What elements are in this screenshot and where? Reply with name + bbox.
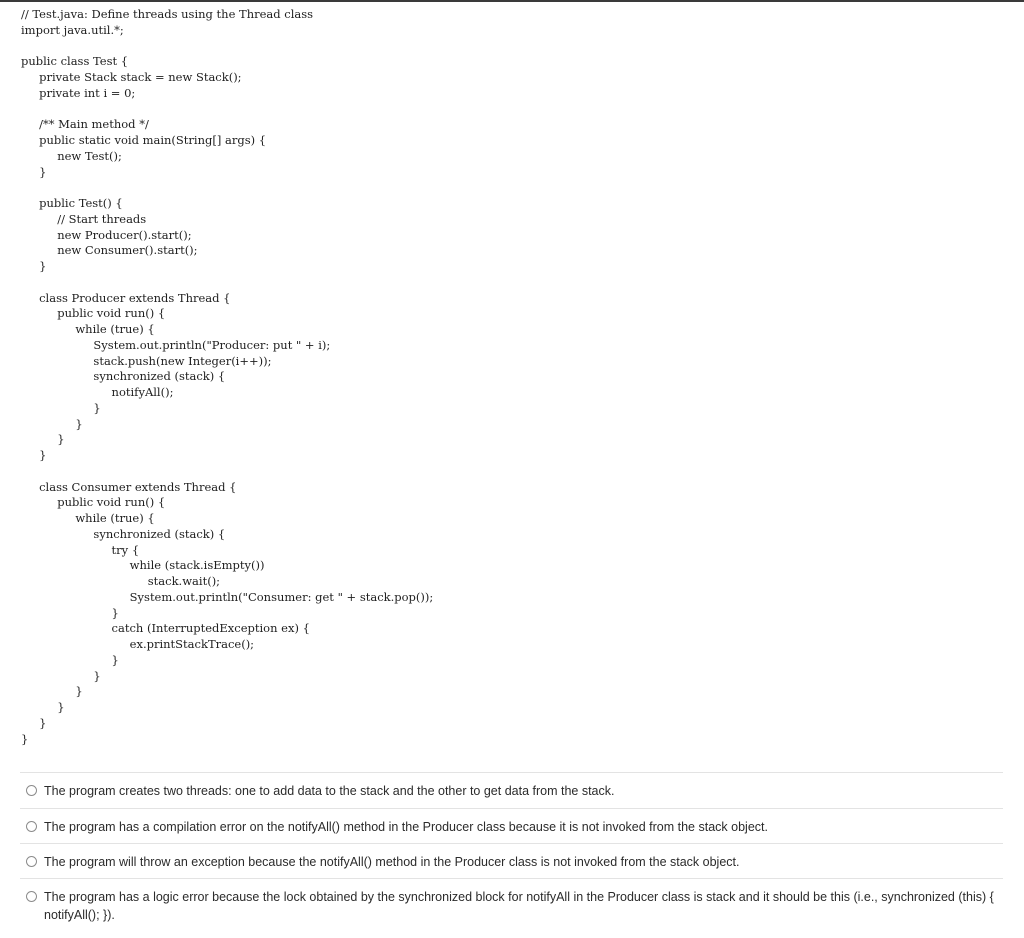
- code-line: class Producer extends Thread {: [31, 290, 231, 305]
- code-line: // Test.java: Define threads using the Thread class: [21, 7, 314, 21]
- code-line: public void run() {: [42, 306, 166, 321]
- code-line: new Producer().start();: [42, 227, 192, 242]
- code-line: class Consumer extends Thread {: [31, 479, 237, 494]
- code-line: }: [21, 731, 29, 746]
- code-line: }: [75, 652, 119, 667]
- code-line: // Start threads: [42, 211, 147, 226]
- code-line: }: [64, 400, 101, 415]
- code-line: ex.printStackTrace();: [85, 637, 255, 651]
- answer-option-4[interactable]: [20, 878, 1003, 933]
- option-label: The program creates two threads: one to add data to the stack and the other to get data from the stack.: [44, 784, 615, 798]
- answer-options: [20, 772, 1003, 933]
- radio-button[interactable]: [26, 891, 37, 902]
- code-line: try {: [75, 542, 140, 557]
- code-line: System.out.println("Producer: put " + i);: [64, 337, 331, 352]
- code-line: }: [42, 700, 65, 714]
- option-label: The program has a logic error because the lock obtained by the synchronized block for notifyAll in the Producer class is stack and it should be this (i.e., synchronized (this) { notifyAll(); }).: [44, 890, 994, 922]
- code-line: System.out.println("Consumer: get " + stack.pop());: [85, 589, 434, 604]
- code-line: while (stack.isEmpty()): [85, 558, 265, 573]
- code-line: import java.util.*;: [21, 22, 124, 37]
- code-line: }: [31, 259, 47, 273]
- code-line: }: [53, 684, 83, 699]
- code-line: while (true) {: [53, 322, 155, 336]
- code-line: catch (InterruptedException ex) {: [75, 621, 310, 636]
- answer-option-1[interactable]: [20, 772, 1003, 808]
- code-line: public void run() {: [42, 495, 166, 510]
- code-line: }: [31, 715, 47, 730]
- code-line: }: [75, 605, 119, 620]
- code-line: }: [31, 164, 47, 179]
- top-border: [0, 0, 1024, 2]
- code-line: }: [42, 432, 65, 447]
- code-line: stack.wait();: [96, 574, 221, 588]
- answer-option-3[interactable]: [20, 843, 1003, 878]
- code-line: private int i = 0;: [31, 85, 136, 100]
- radio-button[interactable]: [26, 785, 37, 796]
- radio-button[interactable]: [26, 821, 37, 832]
- code-line: public Test() {: [31, 196, 123, 210]
- code-line: new Consumer().start();: [42, 243, 198, 258]
- code-line: /** Main method */: [31, 117, 149, 132]
- code-line: public static void main(String[] args) {: [31, 133, 267, 147]
- code-line: }: [53, 416, 83, 431]
- answer-option-2[interactable]: [20, 808, 1003, 843]
- code-line: public class Test {: [21, 54, 129, 69]
- radio-button[interactable]: [26, 856, 37, 867]
- code-line: notifyAll();: [75, 385, 174, 399]
- option-label: The program has a compilation error on the notifyAll() method in the Producer class because it is not invoked from the stack object.: [44, 820, 768, 834]
- code-line: private Stack stack = new Stack();: [31, 70, 242, 84]
- option-label: The program will throw an exception because the notifyAll() method in the Producer class is not invoked from the stack object.: [44, 855, 740, 869]
- code-line: }: [64, 668, 101, 683]
- code-line: new Test();: [42, 148, 122, 163]
- code-line: synchronized (stack) {: [64, 369, 226, 384]
- code-line: synchronized (stack) {: [64, 526, 226, 541]
- code-line: }: [31, 448, 47, 462]
- code-line: stack.push(new Integer(i++));: [64, 353, 272, 368]
- code-line: while (true) {: [53, 511, 155, 525]
